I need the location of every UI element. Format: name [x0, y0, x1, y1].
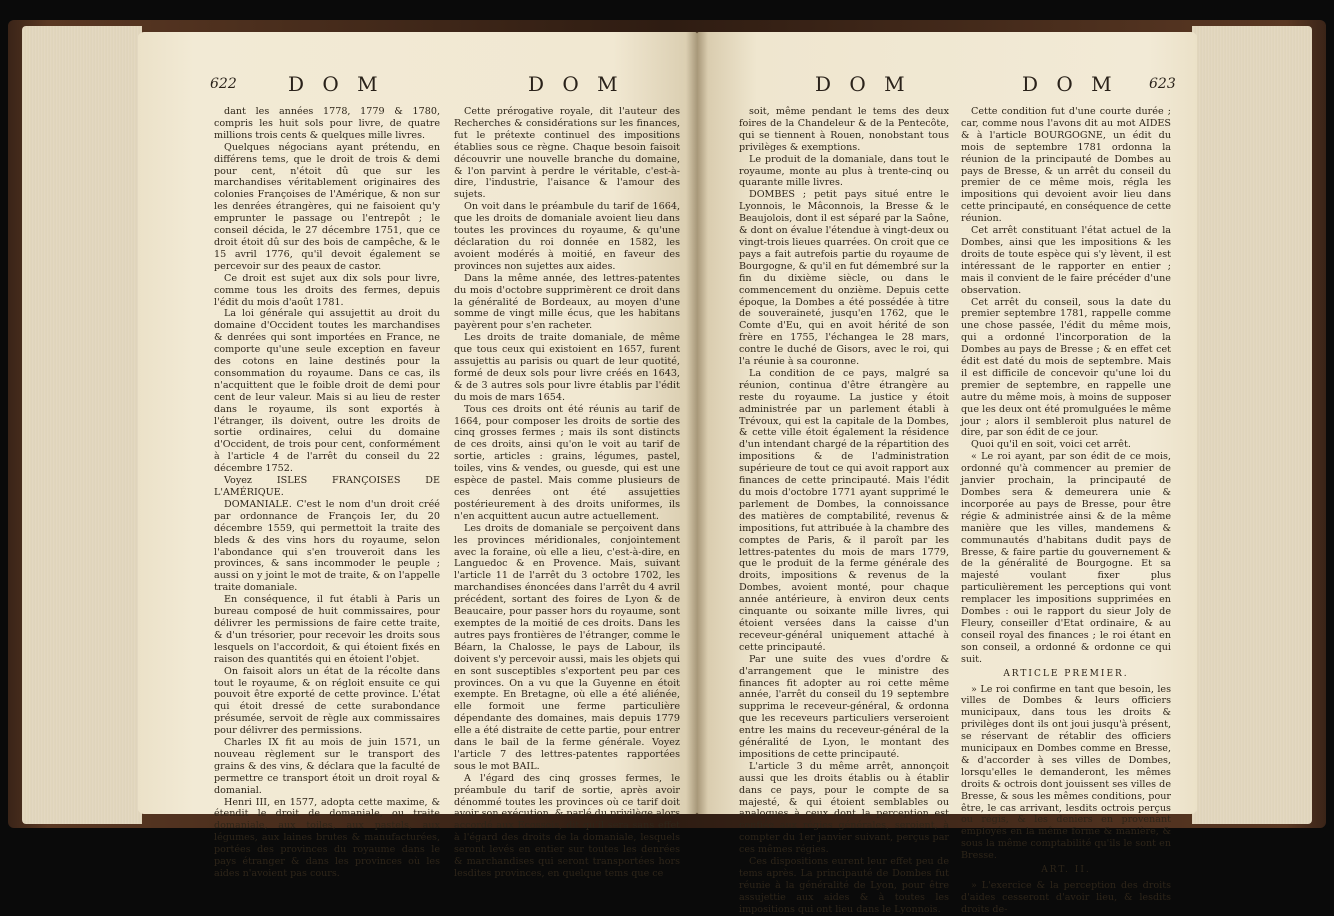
quoted-decree: « Le roi ayant, par son édit de ce mois, ordonné qu'à commencer au premier de janvier prochain, la principauté de Dombes sera & demeurera unie & incorporée au pays de Bresse, pour être régie & administrée ainsi & de la même manière que les villes, mandemens & communautés d'habitans dudit pays de Bresse, & faire partie du gouvernement & de la généralité de Bourgogne. Et sa majesté voulant fixer plus particulièrement les perceptions qui vont remplacer les impositions supprimées en Dombes : oui le rapport du sieur Joly de Fleury, conseiller d'Etat ordinaire, & au conseil royal des finances ; le roi étant en son conseil, a ordonné & ordonne ce qui suit. — [961, 451, 1171, 665]
paragraph: Ce droit est sujet aux dix sols pour livre, comme tous les droits des fermes, depuis l'édit du mois d'août 1781. — [214, 272, 440, 308]
running-head-left-2: D O M — [528, 72, 624, 96]
running-head-right-1: D O M — [815, 72, 911, 96]
paragraph: Le produit de la domaniale, dans tout le royaume, monte au plus à trente-cinq ou quarante mille livres. — [739, 153, 949, 189]
paragraph: On voit dans le préambule du tarif de 1664, que les droits de domaniale avoient lieu dans toutes les provinces du royaume, & qu'une déclaration du roi donnée en 1582, les avoient modérés à moitié, en faveur des provinces non sujettes aux aides. — [454, 201, 680, 272]
page-edges-right — [1192, 26, 1312, 824]
article-heading: ARTICLE PREMIER. — [1003, 668, 1129, 679]
paragraph: En conséquence, il fut établi à Paris un bureau composé de huit commissaires, pour délivrer les permissions de faire cette traite, & d'un trésorier, pour recevoir les droits sous lesquels on l'accordoit, & qui étoient fixés en raison des quantités qui en étoient l'objet. — [214, 594, 440, 665]
paragraph: Les droits de domaniale se perçoivent dans les provinces méridionales, conjointement avec la foraine, où elle a lieu, c'est-à-dire, en Languedoc & en Provence. Mais, suivant l'article 11 de l'arrêt du 3 octobre 1702, les marchandises énoncées dans l'arrêt du 4 avril précédent, sortant des foires de Lyon & de Beaucaire, pour passer hors du royaume, sont exemptes de la moitié de ces droits. Dans les autres pays frontières de l'étranger, comme le Béarn, la Chalosse, le pays de Labour, ils doivent s'y percevoir aussi, mais les objets qui en sont susceptibles s'exportent peu par ces provinces. On a vu que la Guyenne en étoit exempte. En Bretagne, où elle a été aliénée, elle formoit une ferme particulière dépendante des domaines, mais depuis 1779 elle a été distraite de cette partie, pour entrer dans le bail de la ferme générale. Voyez l'article 7 des lettres-patentes rapportées sous le mot BAIL. — [454, 522, 680, 772]
article-text: » Le roi confirme en tant que besoin, les villes de Dombes & leurs officiers municipaux, dans tous les droits & privilèges dont ils ont joui jusqu'à présent, se réservant de rétablir des officiers municipaux en Dombes comme en Bresse, & d'accorder à ses villes de Dombes, lorsqu'elles le demanderont, les mêmes droits & octrois dont jouissent ses villes de Bresse, & sous les mêmes conditions, pour être, le cas arrivant, lesdits octrois perçus ou régis, & les deniers en provenant employés en la même forme & manière, & sous la même comptabilité qu'ils le sont en Bresse. — [961, 683, 1171, 862]
right-page-column-1 — [739, 106, 949, 915]
paragraph: Quoi qu'il en soit, voici cet arrêt. — [971, 439, 1131, 451]
paragraph: La loi générale qui assujettit au droit du domaine d'Occident toutes les marchandises & denrées qui sont importées en France, ne comporte qu'une seule exception en faveur des cotons en laine destinés pour la consommation du royaume. Dans ce cas, ils n'acquittent que le foible droit de demi pour cent de leur valeur. Mais si au lieu de rester dans le royaume, ils sont exportés à l'étranger, ils doivent, outre les droits de sortie ordinaires, celui du domaine d'Occident, de trois pour cent, conformément à l'article 4 de l'arrêt du conseil du 22 décembre 1752. — [214, 308, 440, 475]
paragraph: A l'égard des cinq grosses fermes, le préambule du tarif de sortie, après avoir dénommé toutes les provinces où ce tarif doit avoir son exécution, & parlé du privilège alors accordé aux Ecossois, dit qu'il sera sans effet à l'égard des droits de la domaniale, lesquels seront levés en entier sur toutes les denrées & marchandises qui seront transportées hors lesdites provinces, en quelque tems que ce — [454, 772, 681, 879]
page-number-left: 622 — [210, 76, 237, 92]
paragraph: Les droits de traite domaniale, de même que tous ceux qui existoient en 1657, furent assujettis au parisis ou quart de leur quotité, formé de deux sols pour livre créés en 1643, & de 3 autres sols pour livre établis par l'édit du mois de mars 1654. — [454, 332, 680, 403]
page-edges-left — [22, 26, 142, 824]
paragraph: Cette prérogative royale, dit l'auteur des Recherches & considérations sur les finances, fut le prétexte continuel des impositions établies sous ce règne. Chaque besoin faisoit découvrir une nouvelle branche du domaine, & l'on parvint à perdre le véritable, c'est-à-dire, l'industrie, l'aisance & l'amour des sujets. — [454, 106, 680, 201]
right-page — [697, 32, 1197, 915]
paragraph: Dans la même année, des lettres-patentes du mois d'octobre supprimèrent ce droit dans la généralité de Bordeaux, au moyen d'une somme de vingt mille écus, que les habitans payèrent pour s'en racheter. — [454, 272, 680, 332]
left-page-column-2 — [454, 106, 681, 879]
paragraph: L'article 3 du même arrêt, annonçoit aussi que les droits établis ou à établir dans ce pays, pour le compte de sa majesté, & qui étoient semblables ou analogues à ceux dont la perception est confiée aux régies générales, seroient, à compter du 1er janvier suivant, perçus par ces mêmes régies. — [739, 760, 949, 856]
paragraph: Par une suite des vues d'ordre & d'arrangement que le ministre des finances fit adopter au roi cette même année, l'arrêt du conseil du 19 septembre supprima le receveur-général, & ordonna que les receveurs particuliers verseroient entre les mains du receveur-général de la généralité de Lyon, le montant des impositions de cette principauté. — [739, 653, 949, 760]
paragraph: soit, même pendant le tems des deux foires de la Chandeleur & de la Pentecôte, qui se tiennent à Rouen, nonobstant tous privilèges & exemptions. — [739, 106, 949, 153]
entry-domaniale: DOMANIALE. C'est le nom d'un droit créé par ordonnance de François Ier, du 20 décembre 1559, qui permettoit la traite des bleds & des vins hors du royaume, selon l'abondance qui s'en trouveroit dans les provinces, & sans incommoder le peuple ; aussi on y joint le mot de traite, & on l'appelle traite domaniale. — [214, 498, 440, 594]
book-gutter — [686, 32, 708, 814]
paragraph: Cet arrêt constituant l'état actuel de la Dombes, ainsi que les impositions & les droits de toute espèce qui s'y lèvent, il est intéressant de le rapporter en entier ; mais il convient de le faire précéder d'une observation. — [961, 225, 1171, 296]
paragraph: Tous ces droits ont été réunis au tarif de 1664, pour composer les droits de sortie des cinq grosses fermes ; mais ils sont distincts de ces droits, ainsi qu'on le voit au tarif de sortie, articles : grains, légumes, pastel, toiles, vins & vendes, ou guesde, qui est une espèce de pastel. Mais comme plusieurs de ces denrées ont été assujetties postérieurement à des droits uniformes, ils n'en acquittent aucun autre actuellement. — [454, 403, 680, 522]
right-page-column-2 — [961, 106, 1171, 915]
article-heading: ART. II. — [1041, 865, 1091, 876]
running-head-right-2: D O M — [1022, 72, 1118, 96]
paragraph: Henri III, en 1577, adopta cette maxime, & étendit le droit de domaniale, ou traite domaniale, aux toiles, aux pastels, aux légumes, aux laines brutes & manufacturées, portées des provinces du royaume dans le pays étranger & dans les provinces où les aides n'avoient pas cours. — [214, 796, 440, 879]
paragraph: Cet arrêt du conseil, sous la date du premier septembre 1781, rappelle comme une chose passée, l'édit du même mois, qui a ordonné l'incorporation de la Dombes au pays de Bresse ; & en effet cet édit est daté du mois de septembre. Mais il est difficile de concevoir qu'une loi du premier de septembre, en rappelle une autre du même mois, à moins de supposer que les deux ont été promulguées le même jour ; alors il sembleroit plus naturel de dire, par son édit de ce jour. — [961, 296, 1171, 439]
running-head-left-1: D O M — [288, 72, 384, 96]
left-page-column-1 — [214, 106, 440, 879]
left-page — [138, 32, 697, 879]
paragraph: On faisoit alors un état de la récolte dans tout le royaume, & on régloit ensuite ce qui pouvoit être exporté de cette province. L'état qui étoit dressé de cette surabondance présumée, servoit de règle aux commissaires pour délivrer des permissions. — [214, 665, 440, 737]
article-text: » L'exercice & la perception des droits d'aides cesseront d'avoir lieu, & lesdits droits de- — [961, 880, 1171, 915]
paragraph: dant les années 1778, 1779 & 1780, compris les huit sols pour livre, de quatre millions trois cents & quelques mille livres. — [214, 106, 440, 141]
paragraph: Cette condition fut d'une courte durée ; car, comme nous l'avons dit au mot AIDES & à l'article BOURGOGNE, un édit du mois de septembre 1781 ordonna la réunion de la principauté de Dombes au pays de Bresse, & un arrêt du conseil du premier de ce même mois, régla les impositions qui devoient avoir lieu dans cette principauté, en conséquence de cette réunion. — [961, 106, 1171, 225]
page-number-right: 623 — [1149, 76, 1176, 92]
paragraph: Quelques négocians ayant prétendu, en différens tems, que le droit de trois & demi pour cent, n'étoit dû que sur les marchandises véritablement originaires des colonies Françoises de l'Amérique, & non sur les denrées étrangères, qui ne faisoient qu'y emprunter le passage ou l'entrepôt ; le conseil décida, le 27 décembre 1751, que ce droit étoit dû sur des bois de campêche, & le 15 avril 1776, qu'il devoit également se percevoir sur des peaux de castor. — [214, 141, 440, 272]
entry-dombes: DOMBES ; petit pays situé entre le Lyonnois, le Mâconnois, la Bresse & le Beaujolois, dont il est séparé par la Saône, & dont on évalue l'étendue à vingt-deux ou vingt-trois lieues quarrées. On croit que ce pays a fait autrefois partie du royaume de Bourgogne, & qu'il en fut démembré sur la fin du dixième siècle, ou dans le commencement du onzième. Depuis cette époque, la Dombes a été possédée à titre de souveraineté, jusqu'en 1762, que le Comte d'Eu, qui en avoit hérité de son frère en 1755, l'échangea le 28 mars, contre le duché de Gisors, avec le roi, qui l'a réunie à sa couronne. — [739, 189, 949, 368]
paragraph: La condition de ce pays, malgré sa réunion, continua d'être étrangère au reste du royaume. La justice y étoit administrée par un parlement établi à Trévoux, qui est la capitale de la Dombes, & cette ville étoit également la résidence d'un intendant chargé de la répartition des impositions & de l'administration supérieure de tout ce qui avoit rapport aux finances de cette principauté. Mais l'édit du mois d'octobre 1771 ayant supprimé le parlement de Dombes, la connoissance des matières de comptabilité, revenus & impositions, fut attribuée à la chambre des comptes de Paris, & il paroît par les lettres-patentes du mois de mars 1779, que le produit de la ferme générale des droits, impositions & revenus de la Dombes, avoient monté, pour chaque année antérieure, à environ deux cents cinquante ou soixante mille livres, qui étoient versées dans la caisse d'un receveur-général uniquement attaché à cette principauté. — [739, 367, 949, 653]
cross-reference: Voyez ISLES FRANÇOISES DE L'AMÉRIQUE. — [214, 475, 440, 498]
paragraph: Ces dispositions eurent leur effet peu de tems après. La principauté de Dombes fut réunie à la généralité de Lyon, pour être assujettie aux aides & à toutes les impositions qui ont lieu dans le Lyonnois. — [739, 856, 949, 915]
paragraph: Charles IX fit au mois de juin 1571, un nouveau règlement sur le transport des grains & des vins, & déclara que la faculté de permettre ce transport étoit un droit royal & domanial. — [214, 737, 440, 796]
